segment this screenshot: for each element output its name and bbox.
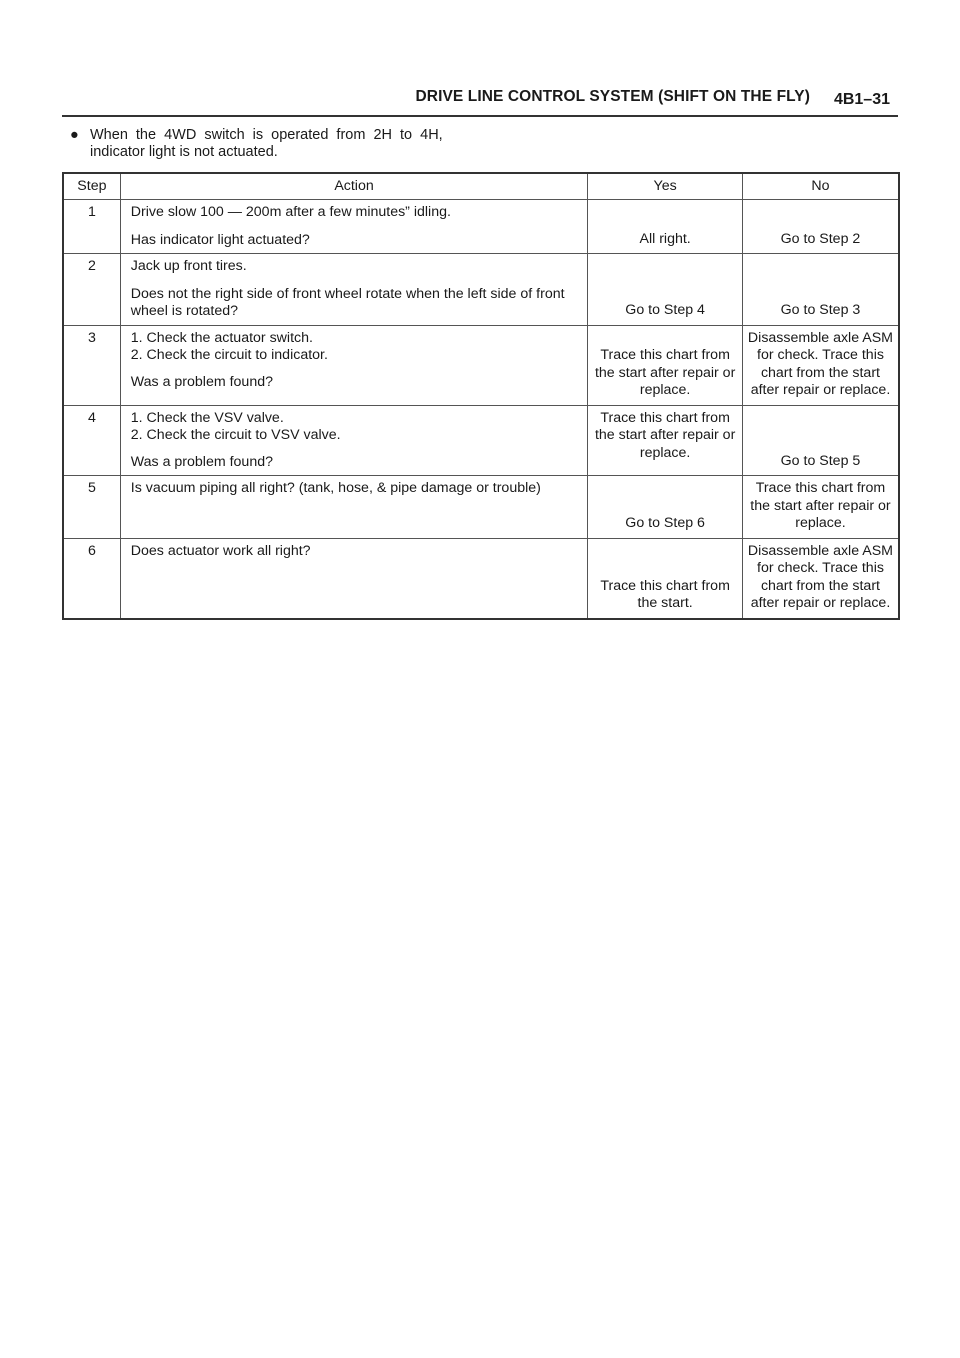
action-cell: [120, 254, 588, 326]
action-cell: [120, 325, 588, 405]
symptom-line-2: indicator light is not actuated.: [90, 144, 278, 160]
col-header-yes: Yes: [588, 173, 743, 200]
section-title: DRIVE LINE CONTROL SYSTEM (SHIFT ON THE FLY): [415, 88, 810, 105]
bullet-icon: ●: [70, 127, 79, 143]
table-row: [63, 325, 899, 405]
step-number: 1: [63, 200, 120, 254]
page-number: 4B1–31: [833, 91, 890, 108]
yes-cell: Trace this chart from the start after repair or replace.: [588, 325, 743, 405]
yes-cell: Trace this chart from the start.: [588, 538, 743, 619]
yes-cell: Go to Step 6: [588, 476, 743, 539]
yes-cell: Trace this chart from the start after repair or replace.: [588, 405, 743, 476]
action-question: Was a problem found?: [130, 373, 273, 390]
page-header: [0, 0, 960, 120]
no-cell: Go to Step 2: [742, 200, 899, 254]
no-cell: Go to Step 5: [742, 405, 899, 476]
action-item-1: 1. Check the VSV valve.: [130, 409, 284, 426]
yes-cell: All right.: [588, 200, 743, 254]
no-cell: Trace this chart from the start after repair or replace.: [742, 476, 899, 539]
table-row: [63, 538, 899, 619]
action-cell: [120, 200, 588, 254]
col-header-step: Step: [63, 173, 120, 200]
step-number: 3: [63, 325, 120, 405]
yes-cell: Go to Step 4: [588, 254, 743, 326]
table-row: [63, 254, 899, 326]
action-question: Does not the right side of front wheel rotate when the left side of front wheel is rotated?: [130, 285, 565, 319]
symptom-intro: [70, 127, 890, 161]
action-item-2: 2. Check the circuit to VSV valve.: [130, 427, 341, 443]
table-header-row: [63, 173, 899, 200]
no-cell: Disassemble axle ASM for check. Trace this chart from the start after repair or replace.: [742, 325, 899, 405]
table-row: [63, 476, 899, 539]
action-instruction: Jack up front tires.: [130, 258, 247, 274]
step-number: 2: [63, 254, 120, 326]
symptom-line-1: When the 4WD switch is operated from 2H to 4H,: [90, 127, 443, 143]
table-row: [63, 200, 899, 254]
action-question: Was a problem found?: [130, 453, 273, 470]
no-cell: Disassemble axle ASM for check. Trace this chart from the start after repair or replace.: [742, 538, 899, 619]
symptom-text: [90, 127, 890, 161]
action-cell: Does actuator work all right?: [120, 538, 588, 619]
action-item-1: 1. Check the actuator switch.: [130, 329, 313, 346]
diagnosis-table: [62, 172, 900, 620]
action-question: Has indicator light actuated?: [130, 231, 310, 248]
col-header-no: No: [742, 173, 899, 200]
action-instruction: Drive slow 100 — 200m after a few minutes” idling.: [130, 204, 451, 220]
action-item-2: 2. Check the circuit to indicator.: [130, 347, 328, 363]
header-rule: [62, 115, 898, 117]
action-cell: Is vacuum piping all right? (tank, hose, & pipe damage or trouble): [120, 476, 588, 539]
step-number: 5: [63, 476, 120, 539]
col-header-action: Action: [120, 173, 588, 200]
step-number: 6: [63, 538, 120, 619]
table-row: [63, 405, 899, 476]
step-number: 4: [63, 405, 120, 476]
action-cell: [120, 405, 588, 476]
no-cell: Go to Step 3: [742, 254, 899, 326]
